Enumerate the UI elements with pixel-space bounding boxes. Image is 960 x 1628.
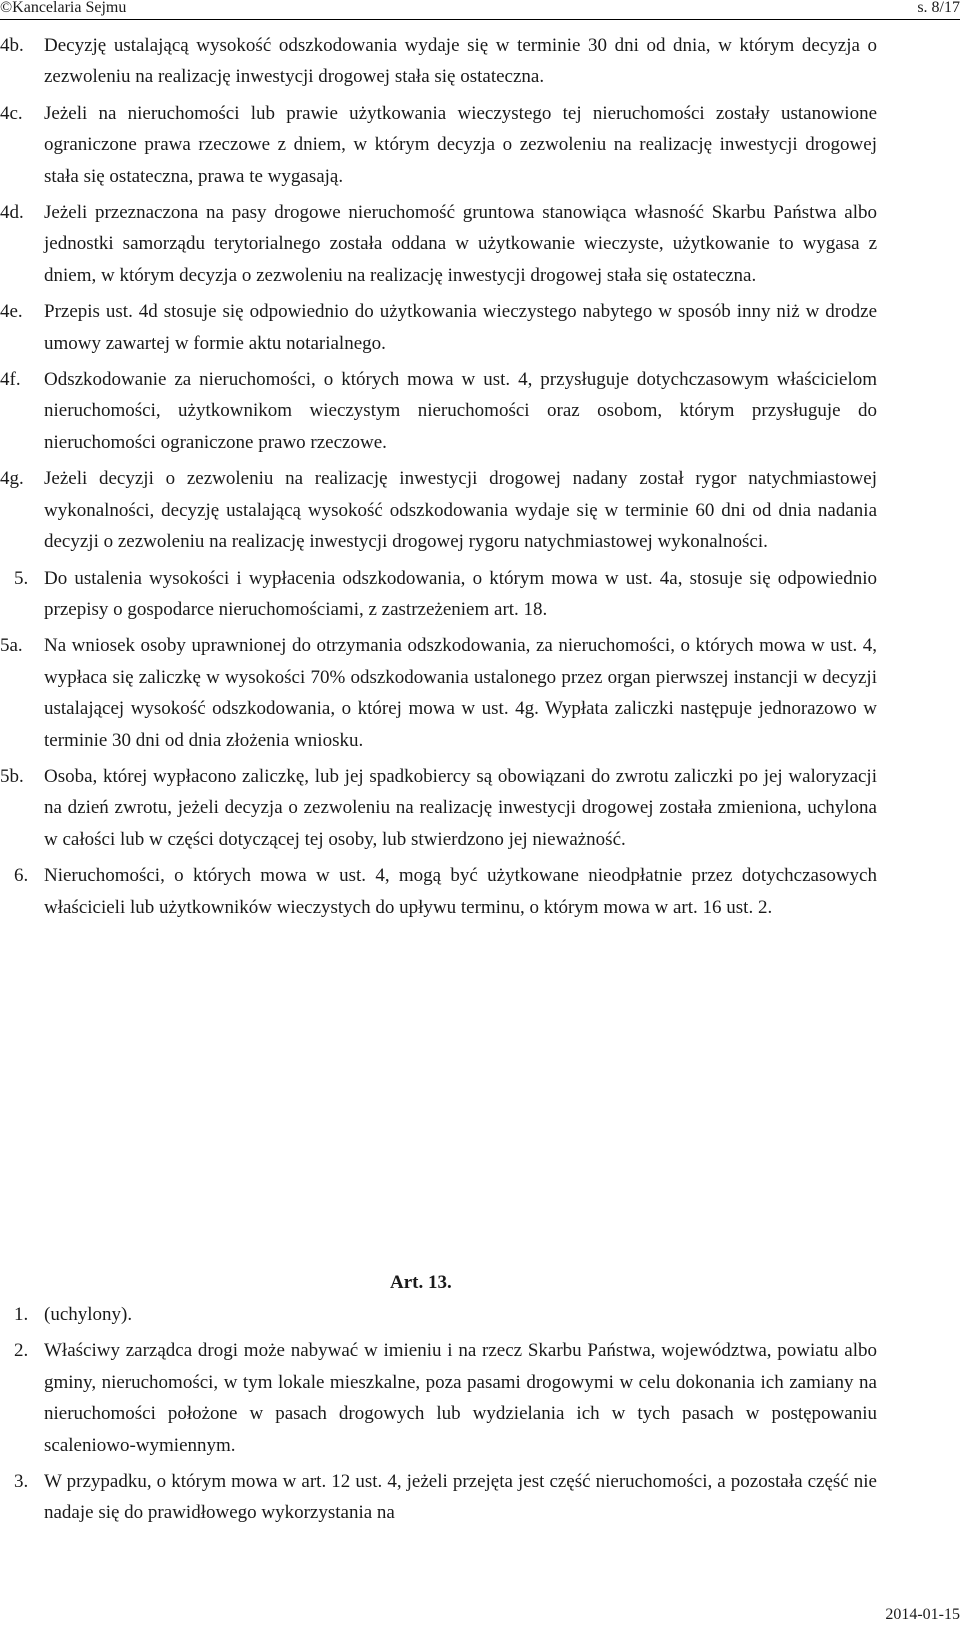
article-title: Art. 13. — [390, 1272, 452, 1293]
paragraph-6 — [0, 860, 877, 923]
article-paragraph-3 — [0, 1466, 877, 1529]
paragraph-text: Jeżeli decyzji o zezwoleniu na realizację inwestycji drogowej nadany został rygor natychmiastowej wykonalności, decyzję ustalającą wysokość odszkodowania wydaje się w terminie 60 dni od dnia nadania decyzji o zezwoleniu na realizację inwestycji drogowej rygoru natychmiastowej wykonalności. — [44, 468, 877, 553]
paragraph-number: 2. — [14, 1340, 29, 1362]
paragraph-4f — [0, 364, 877, 458]
paragraph-text: Przepis ust. 4d stosuje się odpowiednio do użytkowania wieczystego nabytego w sposób inny niż w drodze umowy zawartej w formie aktu notarialnego. — [44, 301, 877, 354]
paragraph-number: 5. — [14, 567, 29, 589]
paragraph-text: Osoba, której wypłacono zaliczkę, lub jej spadkobiercy są obowiązani do zwrotu zaliczki po jej waloryzacji na dzień zwrotu, jeżeli decyzja o zezwoleniu na realizację inwestycji drogowej została zmieniona, uchylona w całości lub w części dotyczącej tej osoby, lub stwierdzono jej nieważność. — [44, 765, 877, 850]
paragraph-4g — [0, 463, 877, 557]
paragraph-number: 4e. — [0, 301, 23, 323]
paragraph-number: 5a. — [0, 635, 23, 657]
article-body — [0, 1299, 877, 1534]
paragraph-4e — [0, 296, 877, 359]
paragraph-number: 6. — [14, 865, 29, 887]
paragraph-number: 4c. — [0, 102, 23, 124]
paragraph-4c — [0, 98, 877, 192]
paragraph-text: Właściwy zarządca drogi może nabywać w imieniu i na rzecz Skarbu Państwa, województwa, powiatu albo gminy, nieruchomości, w tym lokale mieszkalne, poza pasami drogowymi w celu dokonania ich zamiany na nieruchomości położone w pasach drogowych lub wydzielania ich w tych pasach w postępowaniu scaleniowo-wymiennym. — [44, 1340, 877, 1456]
paragraph-number: 1. — [14, 1304, 29, 1325]
article-paragraph-2 — [0, 1335, 877, 1461]
paragraph-text: Decyzję ustalającą wysokość odszkodowania wydaje się w terminie 30 dni od dnia, w którym decyzja o zezwoleniu na realizację inwestycji drogowej stała się ostateczna. — [44, 35, 877, 88]
paragraph-number: 5b. — [0, 765, 24, 787]
page-number: s. 8/17 — [917, 0, 960, 16]
paragraph-number: 3. — [14, 1471, 29, 1493]
paragraph-number: 4b. — [0, 35, 24, 56]
paragraph-text: Odszkodowanie za nieruchomości, o których mowa w ust. 4, przysługuje dotychczasowym właścicielom nieruchomości, użytkownikom wieczystym nieruchomości oraz osobom, którym przysługuje do nieruchomości ograniczone prawo rzeczowe. — [44, 369, 877, 453]
paragraph-number: 4f. — [0, 369, 21, 391]
paragraph-text: Jeżeli na nieruchomości lub prawie użytkowania wieczystego tej nieruchomości zostały ustanowione ograniczone prawa rzeczowe z dniem, w którym decyzja o zezwoleniu na realizację inwestycji drogowej stała się ostateczna, prawa te wygasają. — [44, 102, 877, 187]
paragraph-text: (uchylony). — [44, 1304, 133, 1325]
header-rule — [0, 19, 960, 20]
page-header — [0, 0, 960, 20]
footer-date: 2014-01-15 — [885, 1606, 960, 1623]
paragraph-text: Do ustalenia wysokości i wypłacenia odszkodowania, o którym mowa w ust. 4a, stosuje się odpowiednio przepisy o gospodarce nieruchomościami, z zastrzeżeniem art. 18. — [44, 567, 877, 620]
paragraph-text: Jeżeli przeznaczona na pasy drogowe nieruchomość gruntowa stanowiąca własność Skarbu Państwa albo jednostki samorządu terytorialnego została oddana w użytkowanie wieczyste, użytkowanie to wygasa z dniem, w którym decyzja o zezwoleniu na realizację inwestycji drogowej stała się ostateczna. — [44, 202, 877, 286]
document-body — [0, 30, 877, 928]
paragraph-4b — [0, 30, 877, 93]
paragraph-text: Nieruchomości, o których mowa w ust. 4, mogą być użytkowane nieodpłatnie przez dotychczasowych właścicieli lub użytkowników wieczystych do upływu terminu, o którym mowa w art. 16 ust. 2. — [44, 865, 877, 918]
paragraph-text: Na wniosek osoby uprawnionej do otrzymania odszkodowania, za nieruchomości, o których mowa w ust. 4, wypłaca się zaliczkę w wysokości 70% odszkodowania ustalonego przez organ pierwszej instancji w decyzji ustalającej wysokość odszkodowania, o której mowa w ust. 4g. Wypłata zaliczki następuje jednorazowo w terminie 30 dni od dnia złożenia wniosku. — [44, 635, 877, 751]
copyright-label: ©Kancelaria Sejmu — [0, 0, 127, 16]
paragraph-4d — [0, 197, 877, 291]
paragraph-5a — [0, 630, 877, 756]
paragraph-text: W przypadku, o którym mowa w art. 12 ust. 4, jeżeli przejęta jest część nieruchomości, a pozostała część nie nadaje się do prawidłowego wykorzystania na — [44, 1471, 877, 1524]
article-paragraph-1 — [0, 1299, 877, 1330]
paragraph-5 — [0, 563, 877, 626]
paragraph-number: 4g. — [0, 468, 24, 490]
paragraph-5b — [0, 761, 877, 855]
paragraph-number: 4d. — [0, 202, 24, 224]
